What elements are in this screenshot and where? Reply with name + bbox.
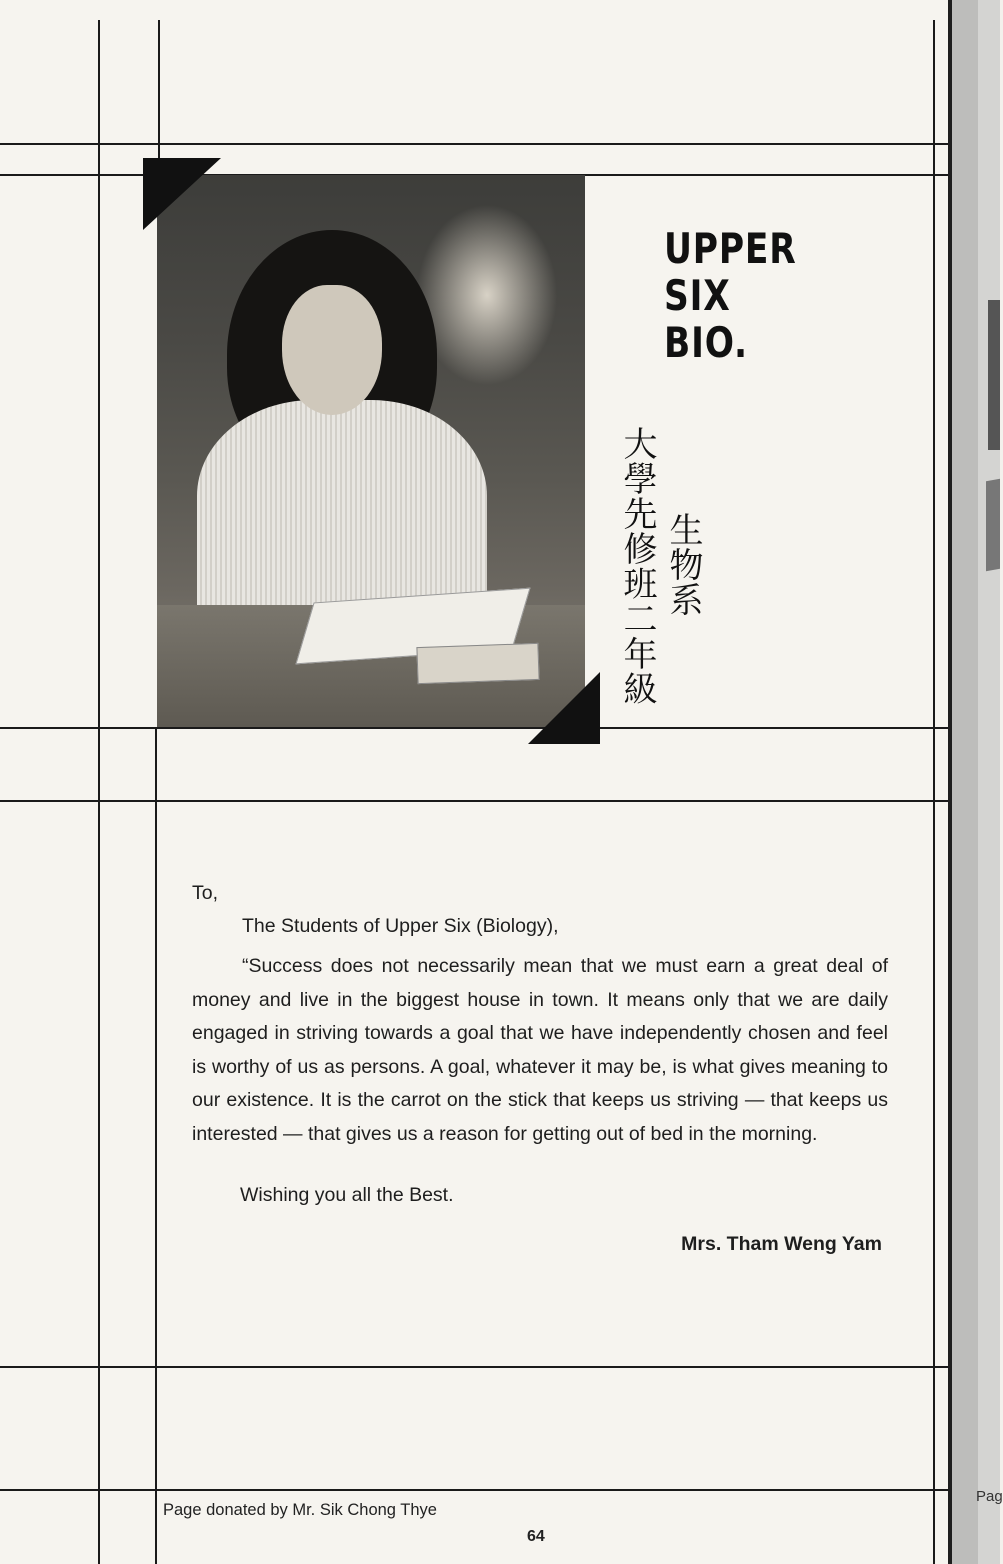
student-photo xyxy=(157,175,585,727)
chinese-class-name: 大學先修班二年級 xyxy=(617,426,657,706)
rule-left-2 xyxy=(158,20,160,180)
rule-photo-bottom xyxy=(0,727,948,729)
chinese-department: 生物系 xyxy=(663,512,703,617)
photo-corner-bottom-right xyxy=(528,672,600,744)
letter-body: “Success does not necessarily mean that we must earn a great deal of money and live in the biggest house in town. It means only that we are daily engaged in striving towards a goal that we have independently chosen and feel is worthy of us as persons. A goal, whatever it may be, is what gives meaning to our existence. It is the carrot on the stick that keeps us striving — that keeps us interested — that gives us a reason for getting out of bed in the morning. xyxy=(192,955,888,1145)
rule-right xyxy=(933,20,935,1564)
title-line-3: BIO. xyxy=(664,318,748,367)
title-line-2: SIX xyxy=(664,271,731,320)
donation-credit: Page donated by Mr. Sik Chong Thye xyxy=(163,1501,437,1519)
letter-salutation: To, xyxy=(192,882,219,904)
letter-closing: Wishing you all the Best. xyxy=(240,1184,454,1206)
rule-left-3 xyxy=(155,727,157,1564)
rule-lower-2 xyxy=(0,1489,948,1491)
letter xyxy=(192,882,888,1256)
rule-lower-1 xyxy=(0,1366,948,1368)
adjacent-page-text: Pag xyxy=(976,1488,1003,1505)
class-title xyxy=(664,225,797,366)
title-line-1: UPPER xyxy=(664,224,797,273)
rule-top-1 xyxy=(0,143,948,145)
letter-signature: Mrs. Tham Weng Yam xyxy=(681,1233,882,1255)
photo-corner-top-left xyxy=(143,158,221,230)
rule-left-1 xyxy=(98,20,100,1564)
page-number: 64 xyxy=(527,1528,545,1545)
letter-recipient: The Students of Upper Six (Biology), xyxy=(242,915,559,937)
rule-mid xyxy=(0,800,948,802)
adjacent-page-edge xyxy=(948,0,1003,1564)
